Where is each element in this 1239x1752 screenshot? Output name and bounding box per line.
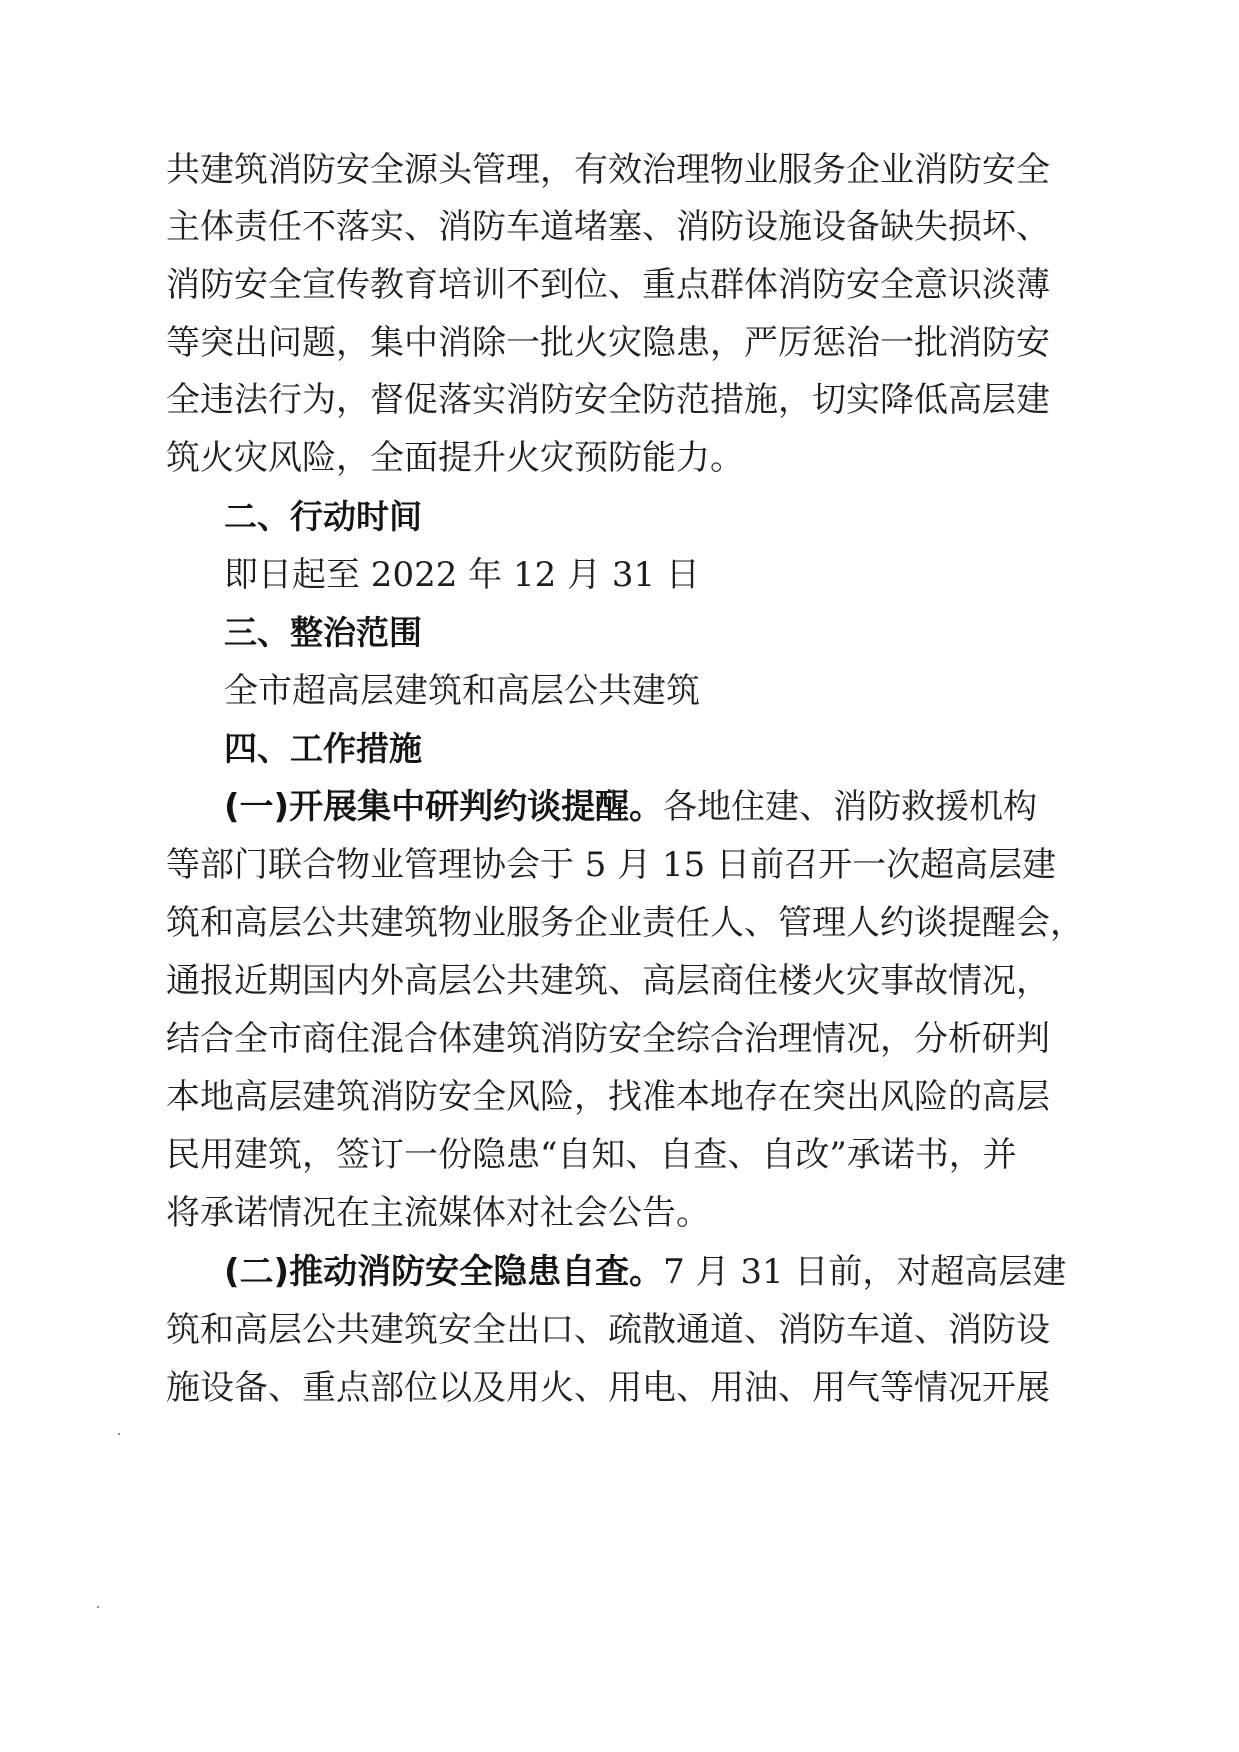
item1-first-line — [224, 787, 1037, 827]
item1-line-3: 筑和高层公共建筑物业服务企业责任人、管理人约谈提醒会， — [166, 903, 1084, 943]
section-heading-measures: 四、工作措施 — [224, 729, 422, 768]
section-body-action-time: 即日起至 2022 年 12 月 31 日 — [224, 555, 700, 595]
intro-line-3: 消防安全宣传教育培训不到位、重点群体消防安全意识淡薄 — [166, 265, 1050, 305]
item1-line-6: 本地高层建筑消防安全风险，找准本地存在突出风险的高层 — [166, 1077, 1050, 1117]
item2-lead: (二)推动消防安全隐患自查。 — [224, 1252, 664, 1292]
item1-line-4: 通报近期国内外高层公共建筑、高层商住楼火灾事故情况， — [166, 961, 1050, 1001]
scan-speck — [118, 1433, 120, 1435]
intro-line-1: 共建筑消防安全源头管理，有效治理物业服务企业消防安全 — [166, 150, 1050, 190]
item2-first-line — [224, 1252, 1066, 1292]
item1-line-2: 等部门联合物业管理协会于 5 月 15 日前召开一次超高层建 — [166, 845, 1057, 885]
intro-line-5: 全违法行为，督促落实消防安全防范措施，切实降低高层建 — [166, 380, 1050, 420]
item1-first-line-rest: 各地住建、消防救援机构 — [663, 787, 1038, 827]
item2-first-line-rest: 7 月 31 日前，对超高层建 — [663, 1252, 1067, 1292]
section-heading-action-time: 二、行动时间 — [224, 497, 422, 536]
item1-line-7: 民用建筑，签订一份隐患“自知、自查、自改”承诺书，并 — [166, 1135, 1017, 1175]
section-body-scope: 全市超高层建筑和高层公共建筑 — [224, 671, 700, 711]
section-heading-scope: 三、整治范围 — [224, 613, 422, 652]
intro-line-6: 筑火灾风险，全面提升火灾预防能力。 — [166, 438, 744, 478]
item2-line-3: 施设备、重点部位以及用火、用电、用油、用气等情况开展 — [166, 1368, 1050, 1408]
item1-lead: (一)开展集中研判约谈提醒。 — [224, 787, 664, 827]
scan-speck — [97, 1606, 99, 1608]
item2-line-2: 筑和高层公共建筑安全出口、疏散通道、消防车道、消防设 — [166, 1310, 1050, 1350]
item1-line-5: 结合全市商住混合体建筑消防安全综合治理情况，分析研判 — [166, 1019, 1050, 1059]
intro-line-4: 等突出问题，集中消除一批火灾隐患，严厉惩治一批消防安 — [166, 323, 1050, 363]
intro-line-2: 主体责任不落实、消防车道堵塞、消防设施设备缺失损坏、 — [166, 207, 1050, 247]
item1-line-8: 将承诺情况在主流媒体对社会公告。 — [166, 1193, 710, 1233]
